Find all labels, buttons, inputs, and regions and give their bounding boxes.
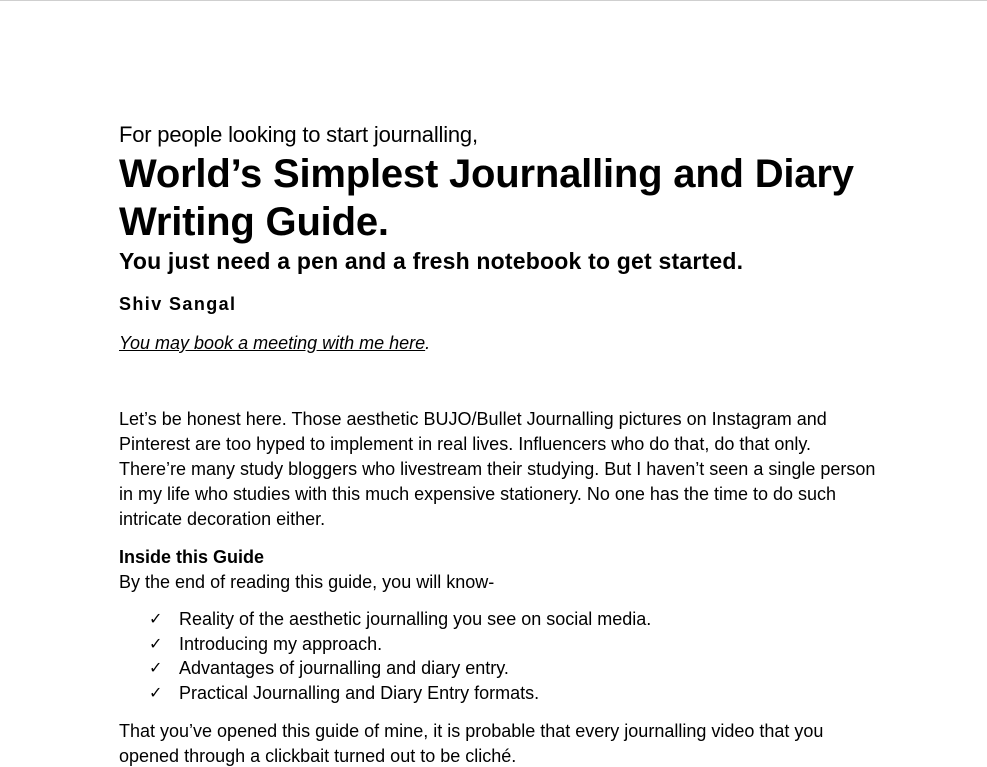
checkmark-icon: ✓ <box>149 683 163 703</box>
list-item <box>119 656 879 681</box>
document-subtitle: You just need a pen and a fresh notebook to get started. <box>119 248 744 274</box>
list-item <box>119 632 879 657</box>
book-meeting-link[interactable]: You may book a meeting with me here <box>119 333 426 353</box>
checkmark-icon: ✓ <box>149 609 163 628</box>
checkmark-icon: ✓ <box>149 633 163 653</box>
list-item-text: Advantages of journalling and diary entry. <box>179 658 509 679</box>
list-item-text: Practical Journalling and Diary Entry formats. <box>179 683 540 704</box>
list-item-text: Introducing my approach. <box>179 633 383 654</box>
list-item <box>119 681 879 706</box>
guide-heading: Inside this Guide <box>119 547 265 567</box>
document-title: World’s Simplest Journalling and Diary Writing Guide. <box>119 152 854 244</box>
checkmark-icon: ✓ <box>149 658 163 678</box>
document-kicker: For people looking to start journalling, <box>119 122 478 147</box>
closing-paragraph: That you’ve opened this guide of mine, it is probable that every journalling video that you opened through a clickbait turned out to be cliché. <box>119 720 824 766</box>
meeting-line <box>119 331 879 355</box>
meeting-suffix: . <box>425 333 431 353</box>
guide-checklist <box>119 607 879 706</box>
list-item <box>119 607 879 632</box>
intro-paragraph: Let’s be honest here. Those aesthetic BUJO/Bullet Journalling pictures on Instagram and Pinterest are too hyped to implement in real lives. Influencers who do that, do that only. There’re many study bloggers who livestream their studying. But I haven’t seen a single person in my life who studies with this much expensive stationery. No one has the time to do such intricate decoration either. <box>119 409 876 529</box>
author-name: Shiv Sangal <box>119 294 237 314</box>
list-item-text: Reality of the aesthetic journalling you see on social media. <box>179 609 652 629</box>
page-top-border <box>0 0 987 1</box>
guide-intro: By the end of reading this guide, you will know- <box>119 572 495 592</box>
document-page <box>119 120 879 767</box>
